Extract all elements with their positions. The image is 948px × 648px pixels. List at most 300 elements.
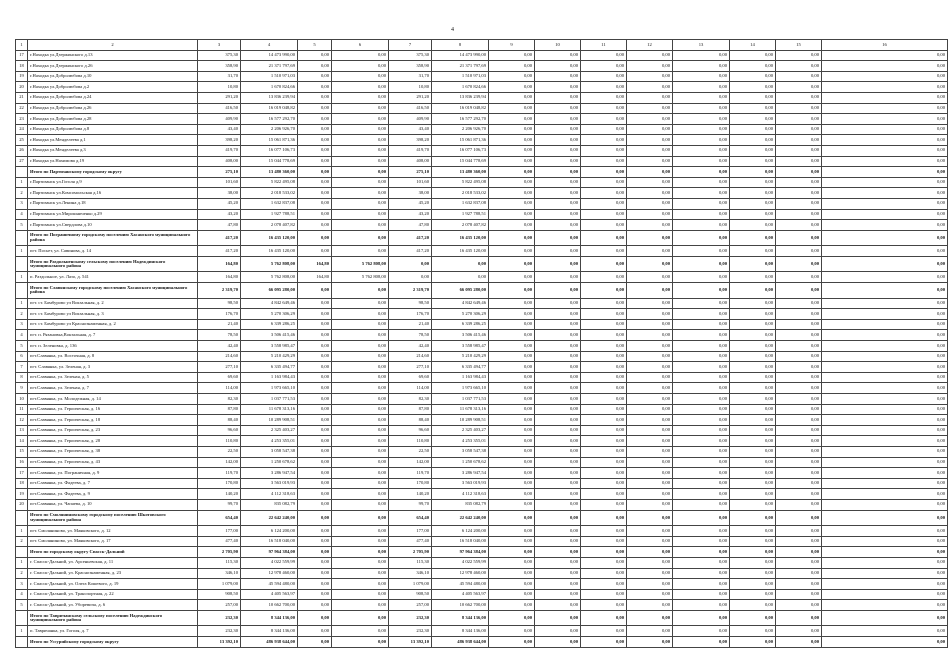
- value-cell: 835 082,79: [241, 499, 298, 510]
- value-cell: 0,00: [730, 50, 776, 61]
- row-number: [16, 637, 28, 648]
- value-cell: 0,00: [776, 510, 822, 526]
- value-cell: 0,00: [673, 246, 730, 257]
- column-number: 14: [730, 40, 776, 51]
- value-cell: 0,00: [822, 468, 948, 479]
- value-cell: 0,00: [298, 600, 332, 611]
- value-cell: 0,00: [535, 557, 581, 568]
- value-cell: 0,00: [535, 309, 581, 320]
- address-cell: пгт. п. Зеленовка, д. 136: [28, 341, 198, 352]
- value-cell: 96,60: [198, 425, 241, 436]
- value-cell: 0,00: [332, 50, 389, 61]
- value-cell: 0,00: [535, 246, 581, 257]
- value-cell: 0,00: [673, 283, 730, 299]
- row-number: [16, 167, 28, 178]
- row-number: 3: [16, 198, 28, 209]
- value-cell: 0,00: [332, 383, 389, 394]
- value-cell: 0,00: [730, 362, 776, 373]
- value-cell: 0,00: [489, 526, 535, 537]
- value-cell: 0,00: [822, 330, 948, 341]
- value-cell: 0,00: [332, 114, 389, 125]
- value-cell: 0,00: [489, 319, 535, 330]
- value-cell: 15 044 778,69: [241, 156, 298, 167]
- value-cell: 0,00: [535, 637, 581, 648]
- value-cell: 0,00: [581, 637, 627, 648]
- column-number: 6: [332, 40, 389, 51]
- address-cell: Итого по Раздольненскому сельскому поселению Надеждинского муниципального района: [28, 256, 198, 272]
- value-cell: 0,00: [673, 436, 730, 447]
- row-number: 1: [16, 177, 28, 188]
- value-cell: 8 344 136,00: [432, 626, 489, 637]
- value-cell: 0,00: [535, 547, 581, 558]
- value-cell: 0,00: [730, 568, 776, 579]
- value-cell: 16 077 106,73: [241, 145, 298, 156]
- value-cell: 0,00: [822, 209, 948, 220]
- subtotal-row: [16, 547, 948, 558]
- value-cell: 0,00: [822, 610, 948, 626]
- value-cell: 13 836 239,94: [241, 92, 298, 103]
- value-cell: 0,00: [673, 330, 730, 341]
- value-cell: 1 037 771,53: [432, 394, 489, 405]
- table-row: [16, 298, 948, 309]
- value-cell: 0,00: [730, 499, 776, 510]
- value-cell: 2 078 407,82: [241, 220, 298, 231]
- value-cell: 0,00: [581, 135, 627, 146]
- value-cell: 0,00: [822, 457, 948, 468]
- table-row: [16, 425, 948, 436]
- value-cell: 38,00: [389, 188, 432, 199]
- value-cell: 5 822 495,08: [241, 177, 298, 188]
- table-row: [16, 557, 948, 568]
- table-row: [16, 383, 948, 394]
- row-number: 2: [16, 568, 28, 579]
- row-number: 19: [16, 71, 28, 82]
- value-cell: 5 270 306,29: [241, 309, 298, 320]
- value-cell: 0,00: [489, 156, 535, 167]
- row-number: 18: [16, 478, 28, 489]
- value-cell: 0,00: [489, 436, 535, 447]
- value-cell: 5 210 429,29: [241, 351, 298, 362]
- value-cell: 45 594 480,00: [241, 579, 298, 590]
- value-cell: 375,30: [389, 50, 432, 61]
- column-number: 4: [241, 40, 298, 51]
- value-cell: 38,00: [198, 188, 241, 199]
- value-cell: 16 435 120,00: [241, 246, 298, 257]
- value-cell: 0,00: [822, 114, 948, 125]
- value-cell: 0,00: [332, 319, 389, 330]
- value-cell: 0,00: [822, 557, 948, 568]
- address-cell: пгт.Славянка, ул. Героическая, д. 16: [28, 404, 198, 415]
- table-row: [16, 404, 948, 415]
- value-cell: 0,00: [332, 351, 389, 362]
- value-cell: 10,80: [389, 82, 432, 93]
- value-cell: 96,60: [389, 425, 432, 436]
- row-number: 3: [16, 319, 28, 330]
- value-cell: 0,00: [332, 436, 389, 447]
- table-row: [16, 124, 948, 135]
- value-cell: 4 112 318,63: [241, 489, 298, 500]
- value-cell: 346,10: [198, 568, 241, 579]
- value-cell: 0,00: [627, 156, 673, 167]
- address-cell: г. Спасск-Дальний, ул. Уборевича, д. 6: [28, 600, 198, 611]
- subtotal-row: [16, 610, 948, 626]
- value-cell: 0,00: [535, 50, 581, 61]
- value-cell: 257,00: [389, 600, 432, 611]
- value-cell: 0,00: [730, 589, 776, 600]
- value-cell: 0,00: [581, 82, 627, 93]
- value-cell: 0,00: [627, 600, 673, 611]
- value-cell: 0,00: [673, 188, 730, 199]
- value-cell: 0,00: [627, 188, 673, 199]
- row-number: 15: [16, 446, 28, 457]
- value-cell: 0,00: [730, 198, 776, 209]
- value-cell: 0,00: [730, 637, 776, 648]
- value-cell: 164,80: [298, 256, 332, 272]
- address-cell: Итого по Смоляниновскому городскому поселению Шкотовского муниципального района: [28, 510, 198, 526]
- row-number: 2: [16, 188, 28, 199]
- value-cell: 0,00: [489, 256, 535, 272]
- value-cell: 0,00: [730, 536, 776, 547]
- value-cell: 0,00: [673, 61, 730, 72]
- value-cell: 0,00: [730, 510, 776, 526]
- value-cell: 0,00: [673, 103, 730, 114]
- value-cell: 13 480 360,00: [241, 167, 298, 178]
- value-cell: 0,00: [489, 230, 535, 246]
- table-row: [16, 177, 948, 188]
- address-cell: г.Находка ул.Добролюбова д.8: [28, 124, 198, 135]
- column-number: 15: [776, 40, 822, 51]
- row-number: 19: [16, 489, 28, 500]
- value-cell: 164,80: [198, 272, 241, 283]
- value-cell: 87,80: [198, 404, 241, 415]
- value-cell: 3 558 985,47: [241, 341, 298, 352]
- value-cell: 0,00: [298, 309, 332, 320]
- address-cell: пгт.Славянка, ул. Зеленая, д. 5: [28, 372, 198, 383]
- value-cell: 101,60: [198, 177, 241, 188]
- value-cell: 87,80: [389, 404, 432, 415]
- value-cell: 0,00: [822, 341, 948, 352]
- value-cell: 4 022 559,99: [432, 557, 489, 568]
- value-cell: 0,00: [822, 156, 948, 167]
- value-cell: 119,70: [389, 468, 432, 479]
- value-cell: 0,00: [822, 167, 948, 178]
- value-cell: 0,00: [581, 383, 627, 394]
- table-row: [16, 50, 948, 61]
- value-cell: 0,00: [776, 209, 822, 220]
- value-cell: 0,00: [776, 568, 822, 579]
- value-cell: 0,00: [730, 283, 776, 299]
- value-cell: 0,00: [332, 246, 389, 257]
- address-cell: г.Партизанск ул.Мирошниченко д.29: [28, 209, 198, 220]
- value-cell: 0,00: [730, 372, 776, 383]
- value-cell: 43,20: [389, 209, 432, 220]
- value-cell: 0,00: [627, 167, 673, 178]
- table-row: [16, 188, 948, 199]
- value-cell: 416,50: [389, 103, 432, 114]
- value-cell: 291,20: [198, 92, 241, 103]
- value-cell: 2 325 403,27: [241, 425, 298, 436]
- value-cell: 0,00: [535, 198, 581, 209]
- value-cell: 0,00: [627, 457, 673, 468]
- value-cell: 0,00: [535, 404, 581, 415]
- value-cell: 0,00: [673, 446, 730, 457]
- value-cell: 170,80: [389, 478, 432, 489]
- table-row: [16, 272, 948, 283]
- value-cell: 114,00: [389, 383, 432, 394]
- value-cell: 0,00: [332, 92, 389, 103]
- value-cell: 257,00: [198, 600, 241, 611]
- value-cell: 0,00: [673, 50, 730, 61]
- value-cell: 0,00: [332, 330, 389, 341]
- value-cell: 0,00: [535, 135, 581, 146]
- value-cell: 477,40: [389, 536, 432, 547]
- table-row: [16, 489, 948, 500]
- value-cell: 21,40: [389, 319, 432, 330]
- value-cell: 0,00: [822, 489, 948, 500]
- address-cell: пгт. ст. Бамбурово ул Краснознаменная, д. 2: [28, 319, 198, 330]
- value-cell: 6 335 494,77: [241, 362, 298, 373]
- value-cell: 0,00: [535, 415, 581, 426]
- row-number: 12: [16, 415, 28, 426]
- value-cell: 0,00: [673, 394, 730, 405]
- value-cell: 0,00: [581, 177, 627, 188]
- value-cell: 0,00: [776, 145, 822, 156]
- value-cell: 0,00: [673, 272, 730, 283]
- value-cell: 0,00: [535, 71, 581, 82]
- value-cell: 0,00: [332, 610, 389, 626]
- value-cell: 5 762 808,00: [332, 272, 389, 283]
- value-cell: 4 842 649,46: [241, 298, 298, 309]
- value-cell: 3 563 019,93: [241, 478, 298, 489]
- value-cell: 0,00: [673, 600, 730, 611]
- value-cell: 398,20: [389, 135, 432, 146]
- value-cell: 0,00: [332, 394, 389, 405]
- value-cell: 0,00: [489, 478, 535, 489]
- value-cell: 0,00: [627, 510, 673, 526]
- value-cell: 0,00: [298, 177, 332, 188]
- value-cell: 22,50: [198, 446, 241, 457]
- address-cell: пгт.Славянка, ул. Чапаева, д. 10: [28, 499, 198, 510]
- value-cell: 0,00: [489, 167, 535, 178]
- value-cell: 0,00: [489, 82, 535, 93]
- value-cell: 0,00: [822, 404, 948, 415]
- value-cell: 0,00: [776, 626, 822, 637]
- value-cell: 115,30: [198, 557, 241, 568]
- value-cell: 0,00: [673, 372, 730, 383]
- value-cell: 0,00: [776, 579, 822, 590]
- value-cell: 0,00: [776, 283, 822, 299]
- value-cell: 0,00: [627, 415, 673, 426]
- value-cell: 0,00: [298, 71, 332, 82]
- value-cell: 0,00: [776, 637, 822, 648]
- value-cell: 0,00: [581, 547, 627, 558]
- value-cell: 43,40: [198, 124, 241, 135]
- value-cell: 0,00: [535, 383, 581, 394]
- value-cell: 15 061 871,36: [241, 135, 298, 146]
- value-cell: 0,00: [535, 298, 581, 309]
- value-cell: 1 632 837,08: [241, 198, 298, 209]
- value-cell: 0,00: [298, 220, 332, 231]
- value-cell: 0,00: [627, 579, 673, 590]
- value-cell: 14 473 990,00: [432, 50, 489, 61]
- value-cell: 0,00: [776, 468, 822, 479]
- value-cell: 16 019 048,82: [432, 103, 489, 114]
- value-cell: 0,00: [822, 188, 948, 199]
- value-cell: 0,00: [298, 362, 332, 373]
- value-cell: 0,00: [535, 230, 581, 246]
- value-cell: 0,00: [332, 198, 389, 209]
- value-cell: 0,00: [332, 547, 389, 558]
- value-cell: 4 253 355,01: [432, 436, 489, 447]
- value-cell: 3 506 415,46: [241, 330, 298, 341]
- value-cell: 0,00: [581, 600, 627, 611]
- value-cell: 417,20: [389, 230, 432, 246]
- value-cell: 13 836 239,94: [432, 92, 489, 103]
- value-cell: 110,80: [198, 436, 241, 447]
- value-cell: 1 927 788,51: [241, 209, 298, 220]
- value-cell: 0,00: [730, 272, 776, 283]
- value-cell: 0,00: [332, 425, 389, 436]
- value-cell: 0,00: [489, 425, 535, 436]
- value-cell: 0,00: [776, 394, 822, 405]
- value-cell: 0,00: [822, 526, 948, 537]
- value-cell: 47,80: [389, 220, 432, 231]
- value-cell: 409,90: [198, 114, 241, 125]
- value-cell: 0,00: [535, 177, 581, 188]
- value-cell: 0,00: [581, 220, 627, 231]
- value-cell: 14 473 990,00: [241, 50, 298, 61]
- value-cell: 0,00: [581, 92, 627, 103]
- address-cell: Итого по Партизанскому городскому округу: [28, 167, 198, 178]
- value-cell: 0,00: [332, 526, 389, 537]
- value-cell: 0,00: [489, 351, 535, 362]
- table-row: [16, 351, 948, 362]
- value-cell: 0,00: [332, 568, 389, 579]
- value-cell: 5 270 306,29: [432, 309, 489, 320]
- value-cell: 0,00: [332, 103, 389, 114]
- value-cell: 0,00: [627, 256, 673, 272]
- value-cell: 0,00: [673, 589, 730, 600]
- row-number: 1: [16, 246, 28, 257]
- value-cell: 0,00: [535, 220, 581, 231]
- value-cell: 0,00: [581, 351, 627, 362]
- address-cell: Итого по Тавричанскому сельскому поселению Надеждинского муниципального района: [28, 610, 198, 626]
- value-cell: 0,00: [581, 124, 627, 135]
- table-row: [16, 362, 948, 373]
- value-cell: 42,40: [198, 341, 241, 352]
- value-cell: 0,00: [730, 230, 776, 246]
- value-cell: 0,00: [776, 167, 822, 178]
- value-cell: 0,00: [489, 71, 535, 82]
- value-cell: 0,00: [298, 383, 332, 394]
- value-cell: 0,00: [627, 283, 673, 299]
- value-cell: 0,00: [822, 547, 948, 558]
- table-row: [16, 478, 948, 489]
- value-cell: 0,00: [535, 61, 581, 72]
- value-cell: 0,00: [298, 547, 332, 558]
- value-cell: 0,00: [332, 362, 389, 373]
- value-cell: 477,40: [198, 536, 241, 547]
- row-number: 22: [16, 103, 28, 114]
- value-cell: 0,00: [489, 489, 535, 500]
- value-cell: 0,00: [730, 526, 776, 537]
- row-number: 20: [16, 499, 28, 510]
- value-cell: 0,00: [627, 468, 673, 479]
- value-cell: 409,90: [389, 114, 432, 125]
- address-cell: пгт.Славянка, ул. Восточная, д. 8: [28, 351, 198, 362]
- value-cell: 0,00: [332, 156, 389, 167]
- value-cell: 0,00: [581, 557, 627, 568]
- value-cell: 0,00: [822, 499, 948, 510]
- value-cell: 176,70: [198, 309, 241, 320]
- value-cell: 0,00: [627, 547, 673, 558]
- value-cell: 0,00: [673, 198, 730, 209]
- column-number: 3: [198, 40, 241, 51]
- value-cell: 16 019 048,82: [241, 103, 298, 114]
- value-cell: 21 371 797,69: [241, 61, 298, 72]
- value-cell: 0,00: [298, 156, 332, 167]
- value-cell: 0,00: [730, 394, 776, 405]
- value-cell: 16 077 106,73: [432, 145, 489, 156]
- value-cell: 0,00: [627, 383, 673, 394]
- value-cell: 0,00: [489, 135, 535, 146]
- value-cell: 0,00: [489, 499, 535, 510]
- value-cell: 0,00: [822, 510, 948, 526]
- value-cell: 0,00: [627, 124, 673, 135]
- value-cell: 10 289 908,51: [432, 415, 489, 426]
- value-cell: 0,00: [627, 436, 673, 447]
- value-cell: 0,00: [730, 436, 776, 447]
- value-cell: 177,00: [198, 526, 241, 537]
- value-cell: 0,00: [535, 145, 581, 156]
- value-cell: 0,00: [822, 589, 948, 600]
- value-cell: 8 344 136,00: [241, 626, 298, 637]
- page-number: 4: [451, 27, 454, 33]
- value-cell: 0,00: [673, 220, 730, 231]
- value-cell: 0,00: [298, 341, 332, 352]
- table-row: [16, 135, 948, 146]
- address-cell: п. Тавричанка, ул. Гоголя, д. 7: [28, 626, 198, 637]
- address-cell: пгт.Славянка, ул. Героическая, д. 38: [28, 446, 198, 457]
- value-cell: 0,00: [489, 404, 535, 415]
- value-cell: 654,40: [198, 510, 241, 526]
- value-cell: 0,00: [581, 272, 627, 283]
- value-cell: 3 058 547,38: [432, 446, 489, 457]
- value-cell: 42,40: [389, 341, 432, 352]
- row-number: 11: [16, 404, 28, 415]
- value-cell: 0,00: [627, 50, 673, 61]
- column-number: 7: [389, 40, 432, 51]
- value-cell: 0,00: [581, 209, 627, 220]
- value-cell: 0,00: [298, 468, 332, 479]
- address-cell: г.Находка ул.Добролюбова д.24: [28, 92, 198, 103]
- value-cell: 0,00: [489, 298, 535, 309]
- address-cell: пгт.Славянка, ул. Героическая, д. 28: [28, 436, 198, 447]
- value-cell: 0,00: [730, 298, 776, 309]
- row-number: 23: [16, 114, 28, 125]
- value-cell: 0,00: [489, 220, 535, 231]
- value-cell: 0,00: [673, 579, 730, 590]
- table-row: [16, 568, 948, 579]
- value-cell: 0,00: [581, 568, 627, 579]
- value-cell: 0,00: [581, 589, 627, 600]
- value-cell: 0,00: [489, 61, 535, 72]
- row-number: 17: [16, 468, 28, 479]
- row-number: 5: [16, 220, 28, 231]
- value-cell: 0,00: [776, 177, 822, 188]
- value-cell: 0,00: [673, 167, 730, 178]
- value-cell: 0,00: [822, 568, 948, 579]
